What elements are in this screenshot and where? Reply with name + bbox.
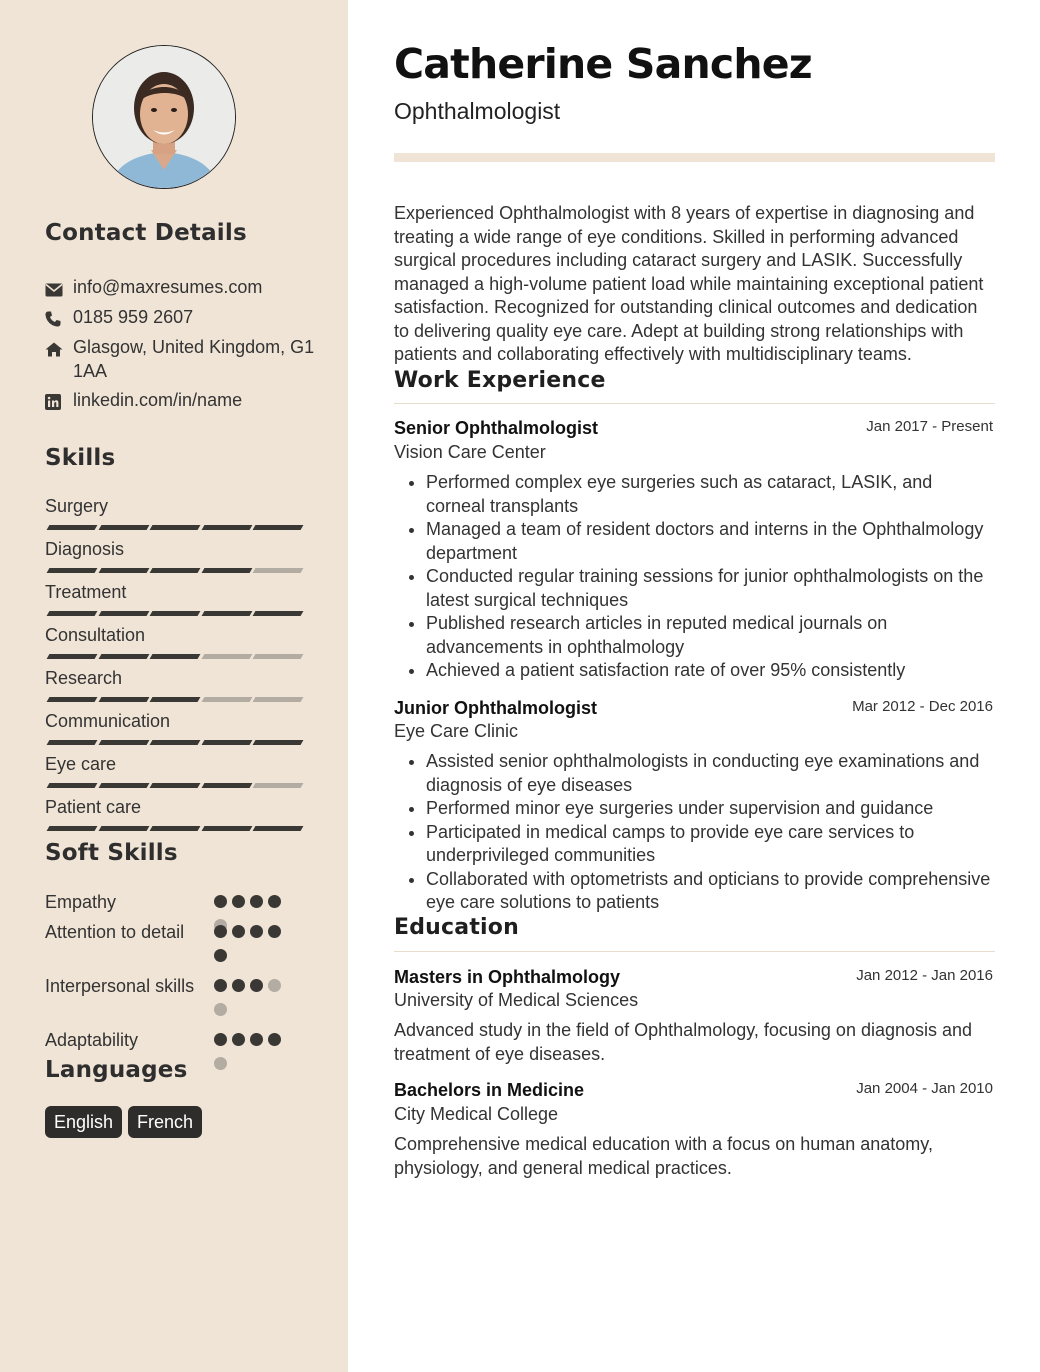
skill-level-segment [201, 568, 252, 573]
soft-skill-dot [250, 1033, 263, 1046]
soft-skill-dot [250, 979, 263, 992]
skill-level-segment [98, 783, 149, 788]
skill-level-segment [253, 740, 304, 745]
skill-level-segment [150, 611, 201, 616]
candidate-title: Ophthalmologist [394, 98, 561, 124]
skill-level-segment [201, 525, 252, 530]
skill-level-segment [47, 611, 98, 616]
skill-level-bar [45, 611, 303, 617]
edu-dates-masters: Jan 2012 - Jan 2016 [856, 967, 993, 984]
soft-skill-dot [232, 895, 245, 908]
skill-item [45, 538, 305, 560]
skill-level-segment [253, 525, 304, 530]
skill-name: Patient care [45, 797, 142, 817]
job-org-junior: Eye Care Clinic [394, 721, 519, 741]
soft-skill-dot [268, 979, 281, 992]
soft-skill-dot [268, 1033, 281, 1046]
skill-level-segment [150, 525, 201, 530]
soft-skill-name: Attention to detail [45, 922, 185, 942]
job-bullet: • Performed complex eye surgeries such as cataract, LASIK, and corneal transplants [426, 471, 995, 518]
job-bullet: • Participated in medical camps to provide eye care services to underprivileged communities [426, 821, 995, 868]
soft-skill-dot [214, 1057, 227, 1070]
candidate-name: Catherine Sanchez [394, 40, 812, 88]
soft-skill-dot [268, 925, 281, 938]
skill-level-segment [253, 783, 304, 788]
work-divider [394, 403, 995, 404]
skill-level-segment [98, 740, 149, 745]
job-bullet: • Assisted senior ophthalmologists in conducting eye examinations and diagnosis of eye diseases [426, 750, 995, 797]
skill-level-segment [47, 568, 98, 573]
contact-linkedin-text: linkedin.com/in/name [73, 390, 243, 410]
skill-level-segment [98, 611, 149, 616]
skill-level-segment [253, 697, 304, 702]
skill-level-segment [150, 740, 201, 745]
skill-level-segment [98, 654, 149, 659]
soft-skill-dot [214, 895, 227, 908]
soft-skill-dot [214, 1003, 227, 1016]
skill-level-segment [201, 783, 252, 788]
skill-item [45, 710, 305, 732]
skill-level-segment [150, 783, 201, 788]
edu-degree-masters: Masters in Ophthalmology [394, 967, 621, 987]
linkedin-icon [45, 392, 63, 408]
skill-level-segment [47, 826, 98, 831]
education-divider [394, 951, 995, 952]
skill-level-segment [201, 611, 252, 616]
skill-level-segment [150, 568, 201, 573]
skill-level-segment [47, 525, 98, 530]
skill-level-segment [201, 697, 252, 702]
skill-level-segment [98, 826, 149, 831]
skill-level-segment [150, 654, 201, 659]
envelope-icon [45, 279, 63, 295]
skill-level-segment [253, 826, 304, 831]
skill-name: Treatment [45, 582, 127, 602]
contact-heading: Contact Details [45, 220, 247, 246]
skill-level-bar [45, 783, 303, 789]
skill-level-segment [47, 654, 98, 659]
skill-level-segment [47, 697, 98, 702]
soft-skill-dot [250, 895, 263, 908]
work-heading: Work Experience [394, 368, 606, 393]
profile-summary: Experienced Ophthalmologist with 8 years of expertise in diagnosing and treating a wide range of eye conditions. Skilled in performing advanced surgical procedures including cataract surgery and LASIK. Successfully managed a high-volume patient load while maintaining exceptional patient satisfaction. Recognized for outstanding clinical outcomes and dedication to delivering quality eye care. Adept at building strong relationships with patients and collaborating effectively with multidisciplinary teams. [394, 203, 984, 364]
job-title-junior: Junior Ophthalmologist [394, 698, 597, 718]
job-bullet: • Managed a team of resident doctors and interns in the Ophthalmology department [426, 518, 995, 565]
job-org-senior: Vision Care Center [394, 442, 546, 462]
skill-item [45, 624, 305, 646]
soft-skill-dot [214, 925, 227, 938]
edu-desc-masters: Advanced study in the field of Ophthalmology, focusing on diagnosis and treatment of eye diseases. [394, 1020, 973, 1064]
skill-item [45, 796, 305, 818]
skill-name: Communication [45, 711, 171, 731]
avatar-portrait [93, 46, 235, 188]
soft-skill-dot [250, 925, 263, 938]
languages-heading: Languages [45, 1057, 188, 1083]
skill-level-bar [45, 525, 303, 531]
skill-level-segment [253, 654, 304, 659]
avatar [92, 45, 236, 189]
skill-name: Eye care [45, 754, 117, 774]
contact-address-text: Glasgow, United Kingdom, G1 1AA [73, 337, 315, 381]
phone-icon [45, 309, 63, 325]
skills-heading: Skills [45, 445, 116, 471]
skill-name: Consultation [45, 625, 146, 645]
skill-level-segment [253, 611, 304, 616]
skill-item [45, 753, 305, 775]
skill-level-segment [150, 697, 201, 702]
skill-level-segment [201, 740, 252, 745]
skill-level-segment [47, 740, 98, 745]
skill-level-segment [253, 568, 304, 573]
soft-skill-dot [232, 1033, 245, 1046]
skill-level-bar [45, 740, 303, 746]
skill-level-segment [150, 826, 201, 831]
job-dates-junior: Mar 2012 - Dec 2016 [852, 698, 993, 715]
skill-level-segment [201, 826, 252, 831]
job-bullet: • Published research articles in reputed medical journals on advancements in ophthalmology [426, 612, 995, 659]
skill-level-bar [45, 568, 303, 574]
edu-degree-bachelors: Bachelors in Medicine [394, 1080, 585, 1100]
home-icon [45, 339, 63, 355]
job-bullets-junior [394, 750, 995, 915]
soft-skill-dot [268, 895, 281, 908]
job-bullet: • Performed minor eye surgeries under supervision and guidance [426, 797, 995, 821]
skill-item [45, 495, 305, 517]
skill-level-segment [98, 568, 149, 573]
job-bullet: • Achieved a patient satisfaction rate of over 95% consistently [426, 659, 995, 683]
soft-skills-heading: Soft Skills [45, 840, 178, 866]
edu-dates-bachelors: Jan 2004 - Jan 2010 [856, 1080, 993, 1097]
language-badge-french: French [128, 1106, 202, 1138]
soft-skill-dot [214, 979, 227, 992]
contact-phone-text: 0185 959 2607 [73, 307, 194, 327]
soft-skill-name: Adaptability [45, 1030, 139, 1050]
skill-item [45, 667, 305, 689]
skill-level-segment [98, 525, 149, 530]
job-bullets-senior [394, 471, 995, 683]
header-divider [394, 153, 995, 162]
job-bullet: • Conducted regular training sessions for junior ophthalmologists on the latest surgical techniques [426, 565, 995, 612]
skill-level-segment [98, 697, 149, 702]
skill-level-bar [45, 654, 303, 660]
soft-skill-name: Interpersonal skills [45, 976, 195, 996]
skill-name: Surgery [45, 496, 109, 516]
skill-name: Diagnosis [45, 539, 125, 559]
language-badge-english: English [45, 1106, 122, 1138]
skill-level-bar [45, 697, 303, 703]
soft-skill-dot [232, 979, 245, 992]
education-heading: Education [394, 915, 519, 940]
job-dates-senior: Jan 2017 - Present [866, 418, 993, 435]
skill-level-segment [201, 654, 252, 659]
soft-skill-dot [232, 925, 245, 938]
job-title-senior: Senior Ophthalmologist [394, 418, 599, 438]
contact-email-text: info@maxresumes.com [73, 277, 263, 297]
skill-item [45, 581, 305, 603]
edu-school-bachelors: City Medical College [394, 1104, 559, 1124]
job-bullet: • Collaborated with optometrists and opticians to provide comprehensive eye care solutions to patients [426, 868, 995, 915]
soft-skill-dot [214, 949, 227, 962]
soft-skill-name: Empathy [45, 892, 117, 912]
edu-desc-bachelors: Comprehensive medical education with a focus on human anatomy, physiology, and general medical practices. [394, 1134, 933, 1178]
skill-name: Research [45, 668, 123, 688]
edu-school-masters: University of Medical Sciences [394, 990, 639, 1010]
soft-skill-dot [214, 1033, 227, 1046]
skill-level-segment [47, 783, 98, 788]
skill-level-bar [45, 826, 303, 832]
